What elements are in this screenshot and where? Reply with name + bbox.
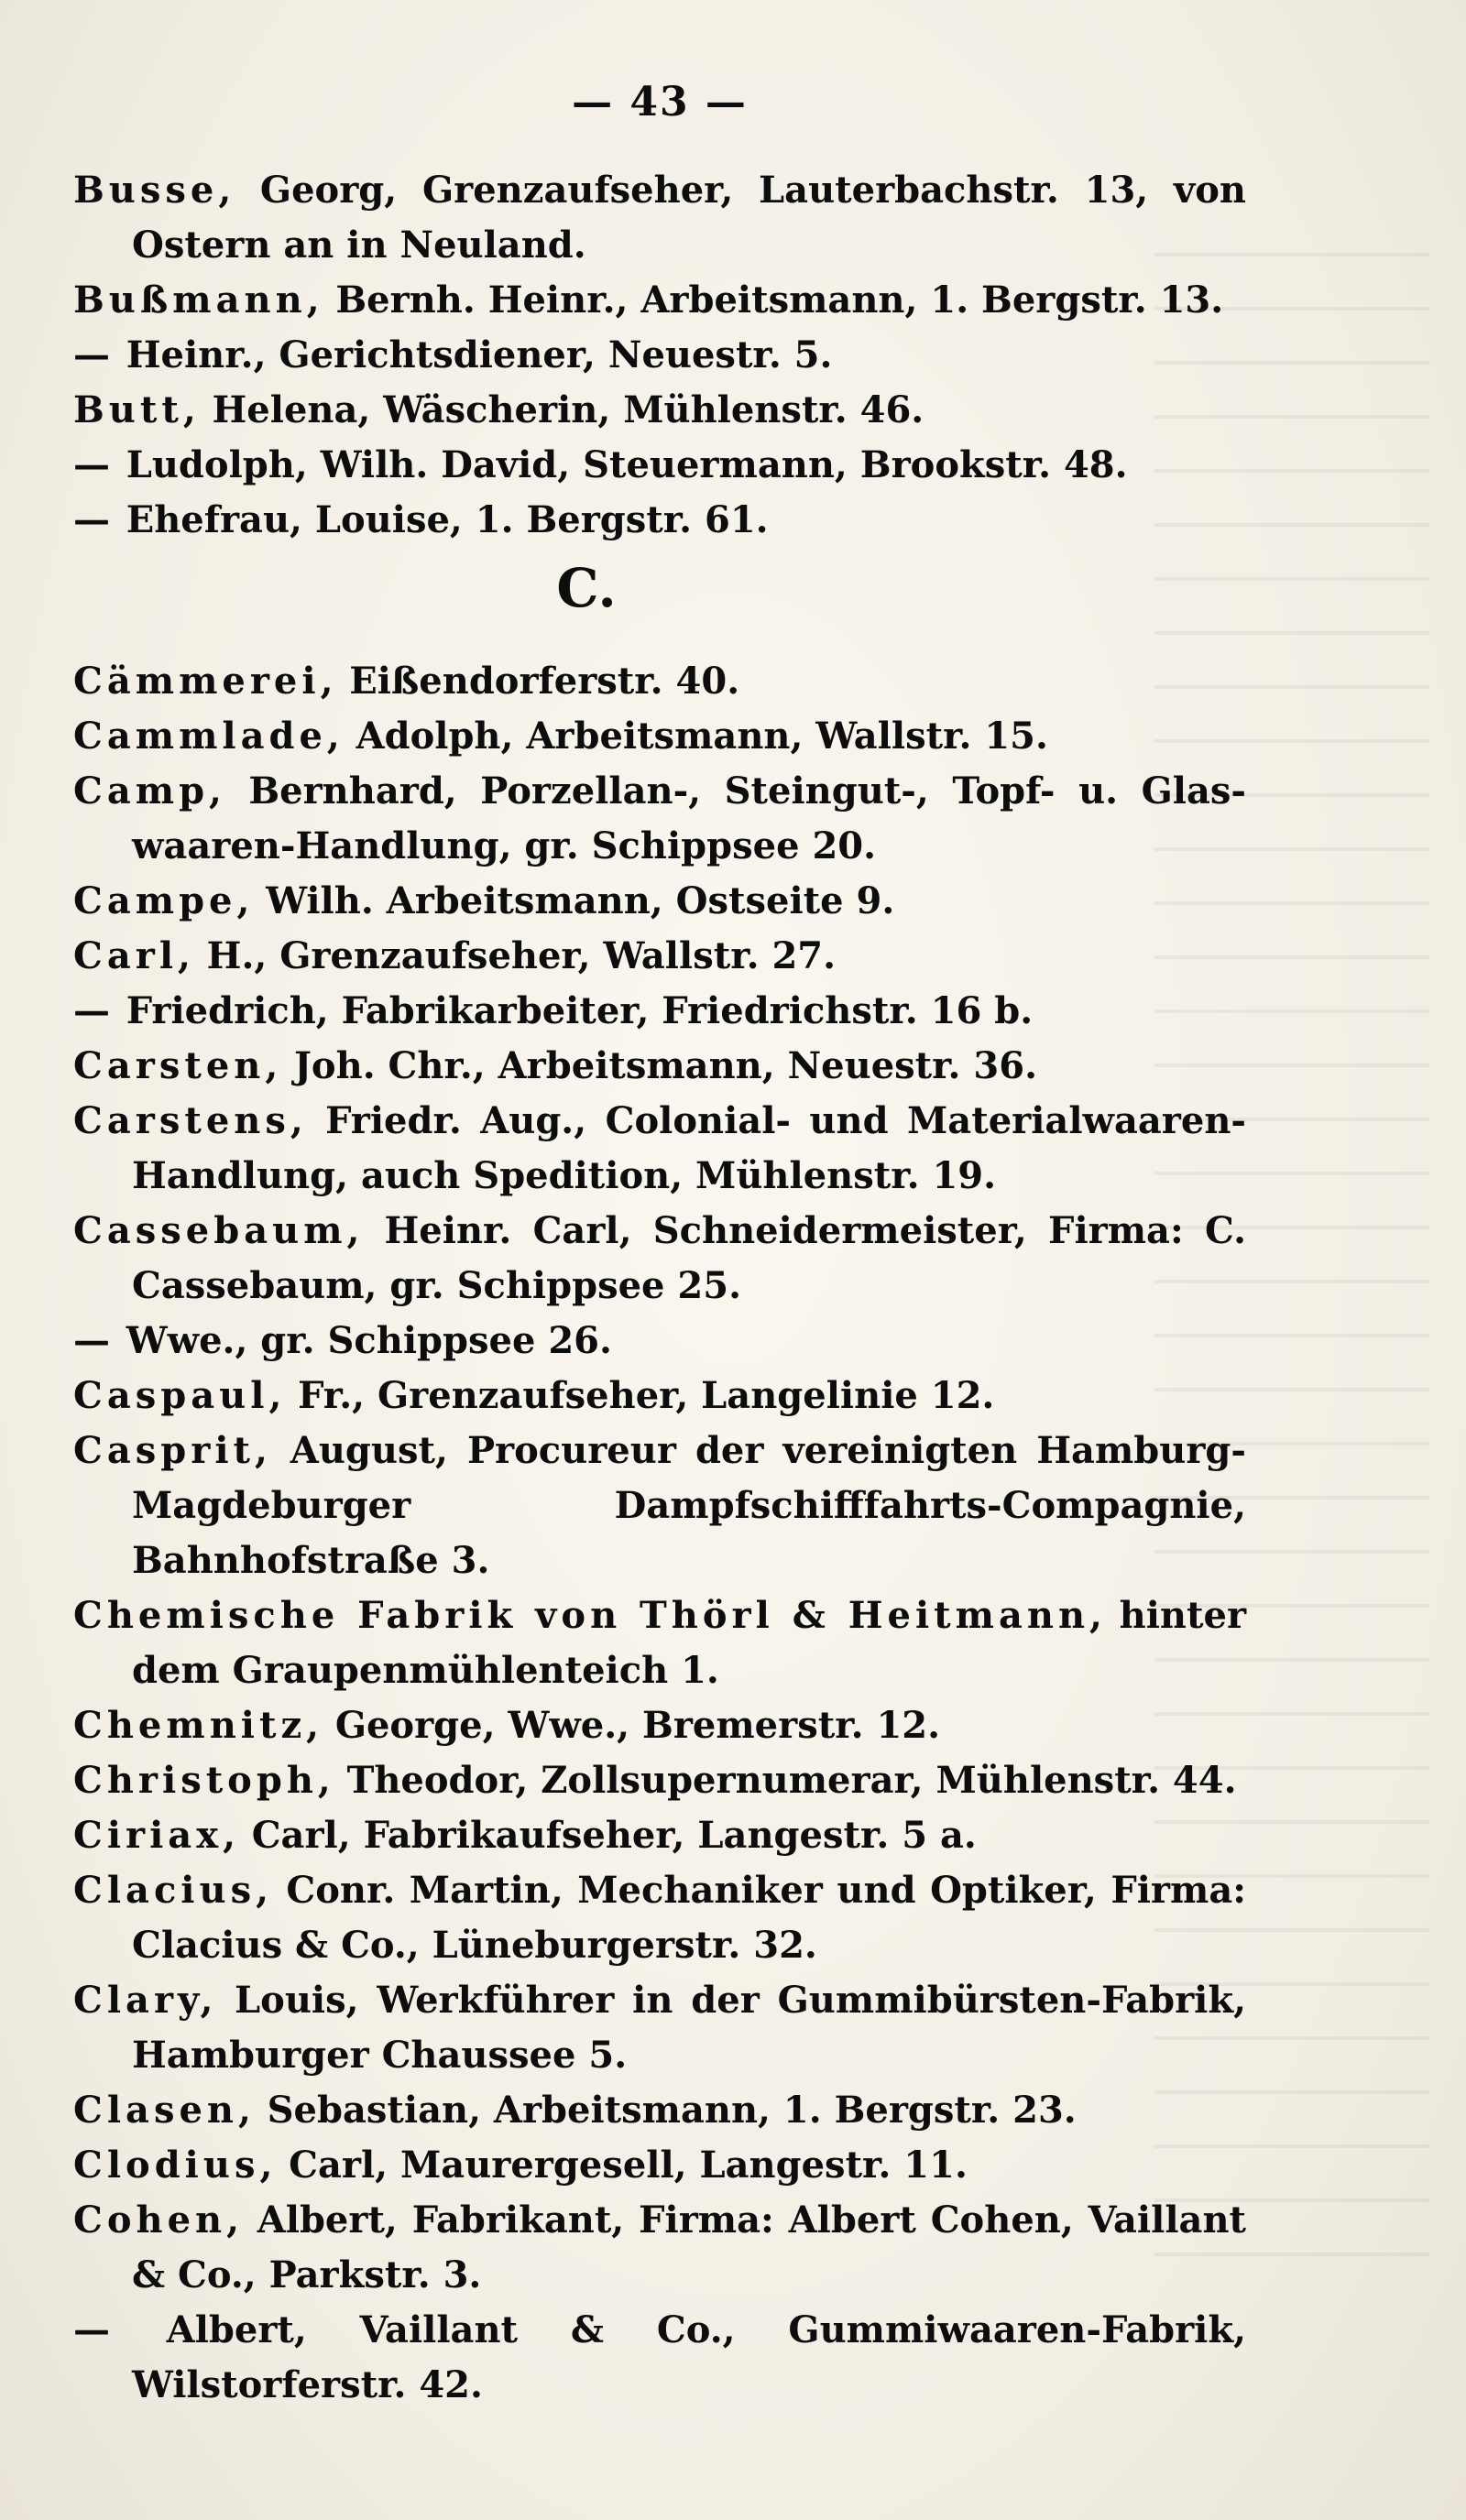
directory-entry bbox=[73, 984, 1246, 1039]
directory-entry bbox=[73, 163, 1246, 273]
entry-surname: Cämmerei, bbox=[73, 660, 338, 703]
directory-entry bbox=[73, 328, 1246, 383]
entry-details: Friedr. Aug., Colonial- und Materialwaaren-Handlung, auch Spedition, Mühlenstr. 19. bbox=[132, 1099, 1246, 1197]
entry-surname: Chemische Fabrik von Thörl & Heitmann, bbox=[73, 1594, 1107, 1637]
directory-entry bbox=[73, 709, 1246, 764]
entry-surname: Clodius, bbox=[73, 2144, 278, 2187]
entries-b-section bbox=[73, 163, 1246, 548]
entry-surname: Ciriax, bbox=[73, 1814, 240, 1857]
directory-entry bbox=[73, 1698, 1246, 1753]
entry-details: Albert, Vaillant & Co., Gummiwaaren-Fabrik, Wilstorferstr. 42. bbox=[132, 2308, 1246, 2406]
directory-entry bbox=[73, 1588, 1246, 1698]
entry-surname: — bbox=[73, 2308, 115, 2351]
entry-details: Carl, Fabrikaufseher, Langestr. 5 a. bbox=[251, 1814, 977, 1857]
entry-surname: Busse, bbox=[73, 169, 236, 212]
directory-entry bbox=[73, 2083, 1246, 2138]
directory-entries bbox=[73, 163, 1246, 2413]
entry-details: H., Grenzaufseher, Wallstr. 27. bbox=[206, 934, 837, 977]
entry-details: George, Wwe., Bremerstr. 12. bbox=[334, 1704, 941, 1747]
entry-surname: Cammlade, bbox=[73, 715, 345, 758]
entry-details: Heinr. Carl, Schneidermeister, Firma: C. Cassebaum, gr. Schippsee 25. bbox=[132, 1209, 1247, 1307]
directory-entry bbox=[73, 2138, 1246, 2193]
entry-details: Louis, Werkführer in der Gummibürsten-Fabrik, Hamburger Chaussee 5. bbox=[132, 1979, 1246, 2077]
directory-entry bbox=[73, 273, 1246, 328]
entry-surname: Cohen, bbox=[73, 2198, 245, 2242]
directory-entry bbox=[73, 1973, 1246, 2083]
entry-details: Sebastian, Arbeitsmann, 1. Bergstr. 23. bbox=[267, 2089, 1077, 2132]
entry-details: Wwe., gr. Schippsee 26. bbox=[126, 1319, 612, 1362]
entry-surname: — bbox=[73, 443, 115, 486]
directory-entry bbox=[73, 654, 1246, 709]
directory-entry bbox=[73, 1204, 1246, 1314]
directory-entry bbox=[73, 874, 1246, 929]
entry-details: Bernhard, Porzellan-, Steingut-, Topf- u. Glas-waaren-Handlung, gr. Schippsee 20. bbox=[132, 769, 1247, 867]
directory-entry bbox=[73, 1424, 1246, 1588]
directory-entry bbox=[73, 493, 1246, 548]
entry-details: hinter dem Graupenmühlenteich 1. bbox=[132, 1594, 1247, 1692]
page-number: — 43 — bbox=[572, 79, 748, 125]
entry-surname: — bbox=[73, 333, 115, 376]
directory-entry bbox=[73, 383, 1246, 438]
entry-details: Theodor, Zollsupernumerar, Mühlenstr. 44. bbox=[346, 1759, 1237, 1802]
entry-surname: Carstens, bbox=[73, 1099, 308, 1142]
entry-details: Georg, Grenzaufseher, Lauterbachstr. 13, von Ostern an in Neuland. bbox=[132, 169, 1246, 267]
entry-surname: Clary, bbox=[73, 1979, 218, 2022]
entry-surname: — bbox=[73, 1319, 115, 1362]
directory-entry bbox=[73, 1369, 1246, 1424]
directory-entry bbox=[73, 764, 1246, 874]
directory-entry bbox=[73, 1863, 1246, 1973]
section-letter-c: C. bbox=[556, 557, 617, 619]
entry-surname: — bbox=[73, 989, 115, 1032]
entry-details: Eißendorferstr. 40. bbox=[349, 660, 740, 703]
directory-entry bbox=[73, 2303, 1246, 2413]
entry-details: Conr. Martin, Mechaniker und Optiker, Firma: Clacius & Co., Lüneburgerstr. 32. bbox=[132, 1869, 1247, 1967]
directory-entry bbox=[73, 1039, 1246, 1094]
entry-details: Friedrich, Fabrikarbeiter, Friedrichstr. 16 b. bbox=[126, 989, 1034, 1032]
entry-details: Carl, Maurergesell, Langestr. 11. bbox=[289, 2144, 968, 2187]
entry-surname: Campe, bbox=[73, 879, 255, 922]
entry-surname: Chemnitz, bbox=[73, 1704, 324, 1747]
entry-details: Helena, Wäscherin, Mühlenstr. 46. bbox=[212, 388, 924, 431]
directory-entry bbox=[73, 2193, 1246, 2303]
entry-details: Joh. Chr., Arbeitsmann, Neuestr. 36. bbox=[294, 1044, 1037, 1087]
directory-entry bbox=[73, 1314, 1246, 1369]
entry-details: Wilh. Arbeitsmann, Ostseite 9. bbox=[266, 879, 895, 922]
entry-surname: Caspaul, bbox=[73, 1374, 287, 1417]
entry-surname: Camp, bbox=[73, 769, 226, 813]
entry-details: Ehefrau, Louise, 1. Bergstr. 61. bbox=[126, 498, 769, 541]
entry-details: Ludolph, Wilh. David, Steuermann, Brookstr. 48. bbox=[126, 443, 1128, 486]
entry-details: August, Procureur der vereinigten Hamburg-Magdeburger Dampfschifffahrts-Compagnie, Bahnhofstraße 3. bbox=[132, 1429, 1246, 1582]
entry-details: Heinr., Gerichtsdiener, Neuestr. 5. bbox=[126, 333, 833, 376]
entry-surname: Clasen, bbox=[73, 2089, 256, 2132]
directory-entry bbox=[73, 929, 1246, 984]
entry-surname: Bußmann, bbox=[73, 278, 324, 322]
entry-surname: — bbox=[73, 498, 115, 541]
entry-surname: Clacius, bbox=[73, 1869, 274, 1912]
entry-details: Fr., Grenzaufseher, Langelinie 12. bbox=[298, 1374, 995, 1417]
directory-entry bbox=[73, 1808, 1246, 1863]
entry-surname: Christoph, bbox=[73, 1759, 335, 1802]
entry-details: Bernh. Heinr., Arbeitsmann, 1. Bergstr. 13. bbox=[335, 278, 1224, 322]
entries-c-section bbox=[73, 654, 1246, 2413]
directory-entry bbox=[73, 438, 1246, 493]
entry-details: Adolph, Arbeitsmann, Wallstr. 15. bbox=[356, 715, 1048, 758]
entry-details: Albert, Fabrikant, Firma: Albert Cohen, Vaillant & Co., Parkstr. 3. bbox=[132, 2198, 1246, 2296]
directory-entry bbox=[73, 1753, 1246, 1808]
entry-surname: Carl, bbox=[73, 934, 195, 977]
entry-surname: Carsten, bbox=[73, 1044, 283, 1087]
entry-surname: Butt, bbox=[73, 388, 201, 431]
entry-surname: Casprit, bbox=[73, 1429, 272, 1472]
entry-surname: Cassebaum, bbox=[73, 1209, 365, 1252]
directory-entry bbox=[73, 1094, 1246, 1204]
